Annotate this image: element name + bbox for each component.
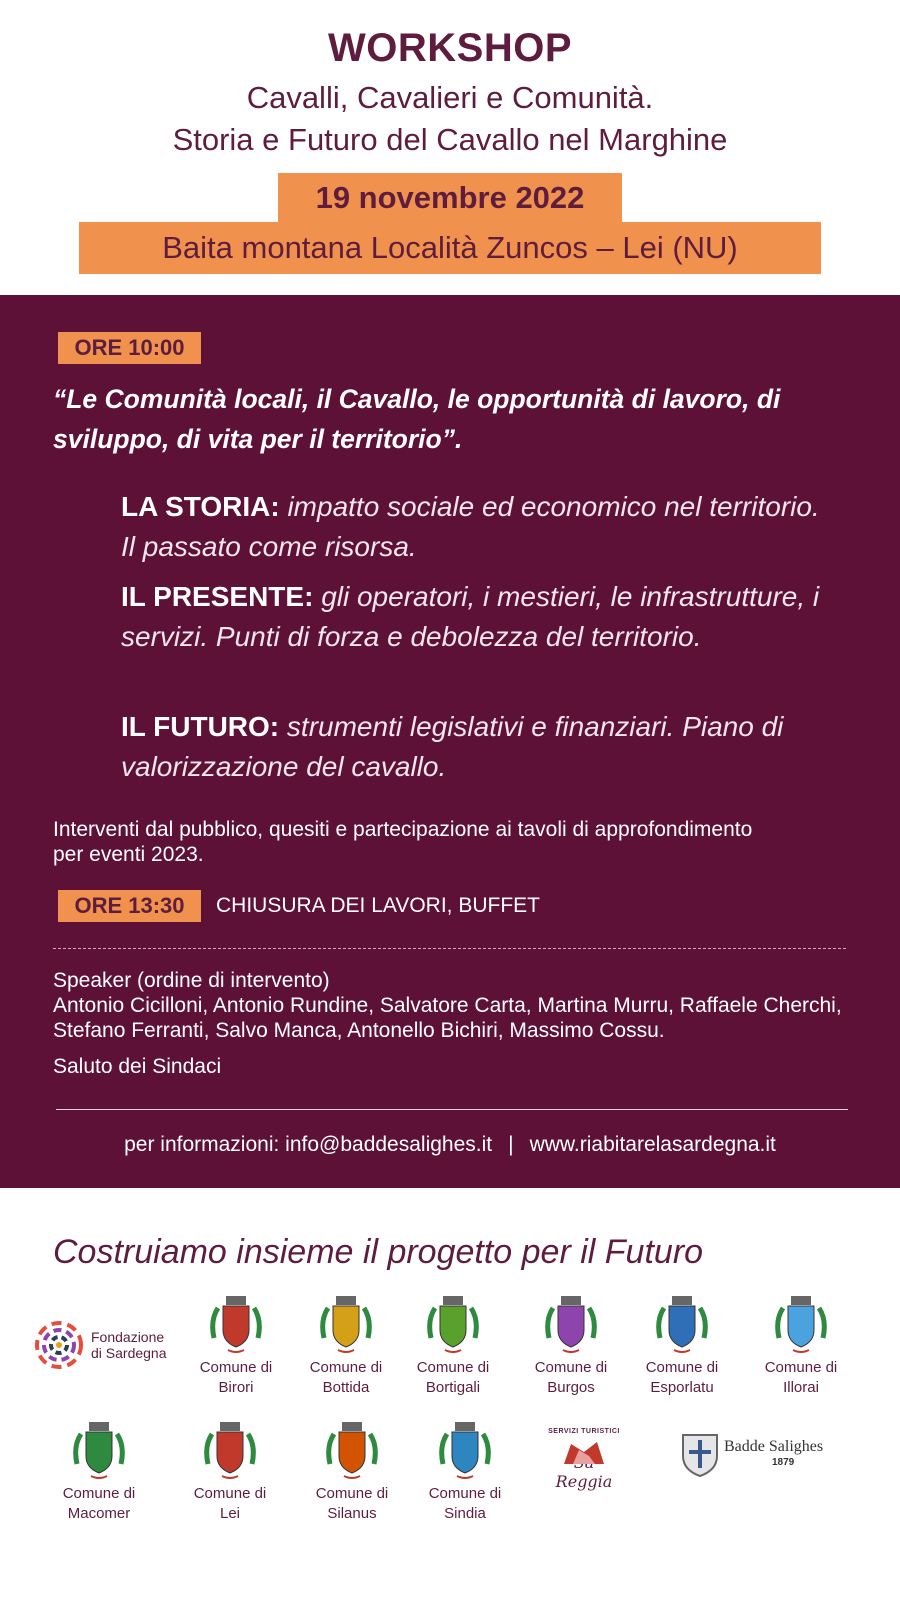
crest-shield bbox=[669, 1306, 695, 1347]
comune-lei-logo: Comune di Lei bbox=[174, 1420, 286, 1524]
program-panel bbox=[0, 295, 900, 1188]
time-badge-morning: ORE 10:00 bbox=[58, 332, 201, 364]
coat-of-arms-icon bbox=[202, 1420, 258, 1482]
comune-bottida-logo: Comune di Bottida bbox=[290, 1294, 402, 1398]
sa-reggia-tagline: SERVIZI TURISTICI bbox=[548, 1428, 620, 1435]
contact-website[interactable]: www.riabitarelasardegna.it bbox=[529, 1133, 776, 1156]
fondazione-name: Fondazione di Sardegna bbox=[91, 1329, 167, 1361]
agenda-item-history bbox=[121, 487, 841, 567]
crest-shield bbox=[788, 1306, 814, 1347]
sa-reggia-emblem-icon bbox=[559, 1438, 609, 1466]
speakers-list: Antonio Cicilloni, Antonio Rundine, Salvatore Carta, Martina Murru, Raffaele Cherchi, Stefano Ferranti, Salvo Manca, Antonello Bichiri, Massimo Cossu. bbox=[53, 994, 842, 1042]
coat-of-arms-icon bbox=[71, 1420, 127, 1482]
crest-shield bbox=[452, 1432, 478, 1473]
comune-macomer-logo: Comune di Macomer bbox=[43, 1420, 155, 1524]
interventions-note: Interventi dal pubblico, quesiti e partecipazione ai tavoli di approfondimento per eventi 2023. bbox=[53, 818, 753, 866]
contact-separator: | bbox=[508, 1133, 514, 1156]
crest-shield bbox=[558, 1306, 584, 1347]
coat-of-arms-icon bbox=[425, 1294, 481, 1356]
coat-of-arms-icon bbox=[324, 1420, 380, 1482]
speakers-title: Speaker (ordine di intervento) bbox=[53, 969, 330, 992]
crest-shield bbox=[86, 1432, 112, 1473]
comune-birori-logo: Comune di Birori bbox=[180, 1294, 292, 1398]
agenda-item-future bbox=[121, 707, 841, 787]
coat-of-arms-icon bbox=[318, 1294, 374, 1356]
badde-salighes-year: 1879 bbox=[772, 1457, 795, 1468]
solid-divider bbox=[56, 1109, 848, 1110]
sa-reggia-name: Reggia bbox=[555, 1472, 613, 1491]
time-badge-afternoon: ORE 13:30 bbox=[58, 890, 201, 922]
crest-shield bbox=[333, 1306, 359, 1347]
event-date: 19 novembre 2022 bbox=[278, 173, 622, 223]
mayors-greeting: Saluto dei Sindaci bbox=[53, 1055, 222, 1078]
program-quote: “Le Comunità locali, il Cavallo, le opportunità di lavoro, di sviluppo, di vita per il territorio”. bbox=[53, 384, 781, 454]
coat-of-arms-icon bbox=[543, 1294, 599, 1356]
speakers-block bbox=[53, 968, 883, 1043]
coat-of-arms-icon bbox=[208, 1294, 264, 1356]
coat-of-arms-icon bbox=[654, 1294, 710, 1356]
coat-of-arms-icon bbox=[773, 1294, 829, 1356]
fondazione-star-icon bbox=[35, 1321, 83, 1369]
comune-sindia-logo: Comune di Sindia bbox=[409, 1420, 521, 1524]
fondazione-logo bbox=[35, 1321, 195, 1369]
comune-bortigali-logo: Comune di Bortigali bbox=[397, 1294, 509, 1398]
agenda-label: LA STORIA: bbox=[121, 491, 280, 522]
agenda-item-present bbox=[121, 577, 841, 657]
comune-esporlatu-logo: Comune di Esporlatu bbox=[626, 1294, 738, 1398]
comune-burgos-logo: Comune di Burgos bbox=[515, 1294, 627, 1398]
crest-shield bbox=[223, 1306, 249, 1347]
closing-text: CHIUSURA DEI LAVORI, BUFFET bbox=[216, 894, 540, 917]
workshop-subtitle-line1: Cavalli, Cavalieri e Comunità. bbox=[246, 80, 654, 115]
crest-shield bbox=[339, 1432, 365, 1473]
agenda-text: strumenti legislativi e finanziari. Piano di valorizzazione del cavallo. bbox=[121, 711, 784, 782]
workshop-title: WORKSHOP bbox=[328, 26, 572, 70]
agenda-label: IL FUTURO: bbox=[121, 711, 280, 742]
comune-illorai-logo: Comune di Illorai bbox=[745, 1294, 857, 1398]
event-location: Baita montana Località Zuncos – Lei (NU) bbox=[79, 222, 821, 274]
sa-reggia-logo bbox=[544, 1428, 624, 1491]
crest-shield bbox=[217, 1432, 243, 1473]
badde-salighes-name: Badde Salighes bbox=[724, 1438, 824, 1455]
event-header bbox=[0, 0, 900, 295]
badde-salighes-logo bbox=[680, 1432, 850, 1480]
footer-slogan: Costruiamo insieme il progetto per il Futuro bbox=[53, 1233, 704, 1271]
crest-shield bbox=[440, 1306, 466, 1347]
badde-shield-icon bbox=[680, 1432, 720, 1478]
contact-email[interactable]: per informazioni: info@baddesalighes.it bbox=[124, 1133, 493, 1156]
agenda-text: gli operatori, i mestieri, le infrastrutture, i servizi. Punti di forza e debolezza del territorio. bbox=[121, 581, 820, 652]
dashed-divider bbox=[53, 948, 846, 949]
comune-silanus-logo: Comune di Silanus bbox=[296, 1420, 408, 1524]
agenda-text: impatto sociale ed economico nel territorio. Il passato come risorsa. bbox=[121, 491, 820, 562]
workshop-subtitle-line2: Storia e Futuro del Cavallo nel Marghine bbox=[172, 122, 728, 157]
contact-line bbox=[0, 1133, 900, 1157]
coat-of-arms-icon bbox=[437, 1420, 493, 1482]
agenda-label: IL PRESENTE: bbox=[121, 581, 314, 612]
